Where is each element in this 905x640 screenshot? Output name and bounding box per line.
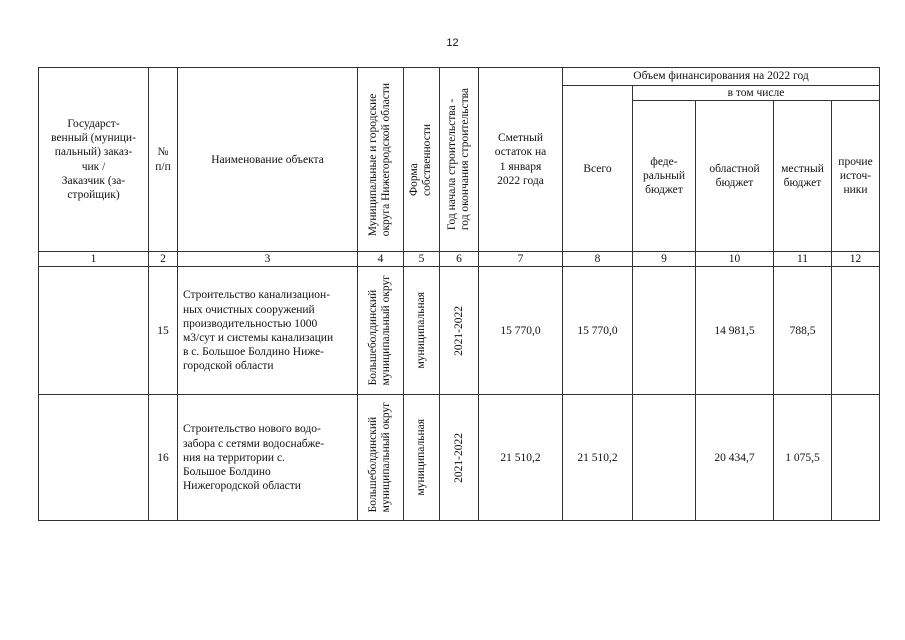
- col-number: 11: [774, 252, 832, 267]
- row-municipality: Большеболдинский муниципальный округ: [358, 395, 404, 521]
- row-object-name: Строительство канализацион- ных очистных сооружений производительностью 1000 м3/сут и системы канализации в с. Большое Болдино Ниже- городской области: [178, 267, 358, 395]
- row-ownership: муниципальная: [404, 267, 440, 395]
- header-estimate: Сметный остаток на 1 января 2022 года: [479, 68, 563, 252]
- header-years: Год начала строительства - год окончания строительства: [440, 68, 479, 252]
- row-estimate: 15 770,0: [479, 267, 563, 395]
- header-object-name: Наименование объекта: [178, 68, 358, 252]
- col-number: 3: [178, 252, 358, 267]
- page-number: 12: [446, 37, 459, 49]
- funding-table: [38, 67, 880, 521]
- row-regional: 20 434,7: [696, 395, 774, 521]
- table-row: [39, 267, 880, 395]
- row-years: 2021-2022: [440, 267, 479, 395]
- row-number: 15: [149, 267, 178, 395]
- row-local: 1 075,5: [774, 395, 832, 521]
- header-federal: феде- ральный бюджет: [633, 101, 696, 252]
- row-customer: [39, 267, 149, 395]
- header-regional: областной бюджет: [696, 101, 774, 252]
- col-number: 7: [479, 252, 563, 267]
- row-regional: 14 981,5: [696, 267, 774, 395]
- header-total: Всего: [563, 86, 633, 252]
- row-other: [832, 395, 880, 521]
- col-number: 8: [563, 252, 633, 267]
- row-number: 16: [149, 395, 178, 521]
- header-including: в том числе: [633, 86, 880, 101]
- col-number: 2: [149, 252, 178, 267]
- col-number: 5: [404, 252, 440, 267]
- row-federal: [633, 267, 696, 395]
- header-no: № п/п: [149, 68, 178, 252]
- row-local: 788,5: [774, 267, 832, 395]
- header-funding-group: Объем финансирования на 2022 год: [563, 68, 880, 86]
- row-ownership: муниципальная: [404, 395, 440, 521]
- row-total: 21 510,2: [563, 395, 633, 521]
- header-local: местный бюджет: [774, 101, 832, 252]
- header-ownership: Форма собственности: [404, 68, 440, 252]
- header-other: прочие источ- ники: [832, 101, 880, 252]
- col-number: 1: [39, 252, 149, 267]
- table-row: [39, 395, 880, 521]
- column-number-row: [39, 252, 880, 267]
- col-number: 6: [440, 252, 479, 267]
- col-number: 12: [832, 252, 880, 267]
- row-total: 15 770,0: [563, 267, 633, 395]
- col-number: 4: [358, 252, 404, 267]
- row-years: 2021-2022: [440, 395, 479, 521]
- row-other: [832, 267, 880, 395]
- row-federal: [633, 395, 696, 521]
- col-number: 9: [633, 252, 696, 267]
- header-municipality: Муниципальные и городские округа Нижегородской области: [358, 68, 404, 252]
- row-customer: [39, 395, 149, 521]
- col-number: 10: [696, 252, 774, 267]
- row-object-name: Строительство нового водо- забора с сетями водоснабже- ния на территории с. Большое Болдино Нижегородской области: [178, 395, 358, 521]
- row-municipality: Большеболдинский муниципальный округ: [358, 267, 404, 395]
- row-estimate: 21 510,2: [479, 395, 563, 521]
- header-customer: Государст- венный (муници- пальный) заказ- чик / Заказчик (за- стройщик): [39, 68, 149, 252]
